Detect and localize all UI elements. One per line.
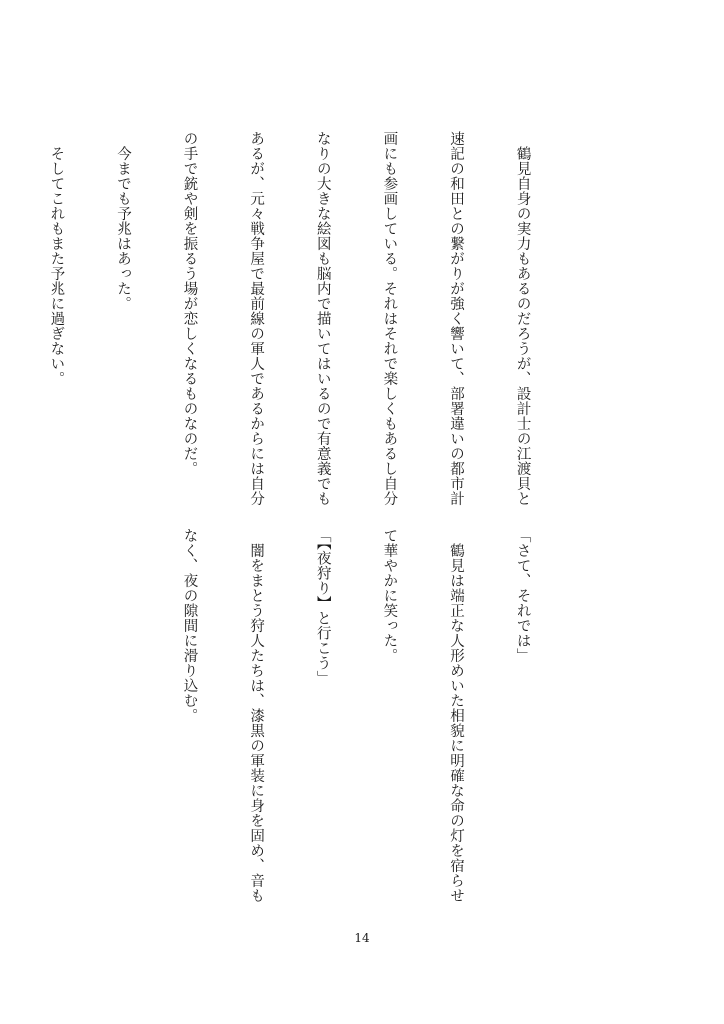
text-line: 速記の和田との繋がりが強く響いて、部署違いの都市計 — [447, 131, 464, 506]
text-line: 「さて、それでは」 — [514, 528, 531, 663]
text-line: 画にも参画している。それはそれで楽しくもあるし自分 — [381, 131, 398, 506]
text-line: 闇をまとう狩人たちは、漆黒の軍装に身を固め、音も — [248, 528, 265, 903]
text-line: 鶴見自身の実力もあるのだろうが、設計士の江渡貝と — [514, 131, 531, 506]
text-line: そしてこれもまた予兆に過ぎない。 — [48, 131, 65, 386]
page-number: 14 — [354, 931, 370, 945]
text-line — [0, 131, 1, 511]
text-line: なく、夜の隙間に滑り込む。 — [181, 528, 198, 723]
text-line: の手で銃や剣を振るう場が恋しくなるものなのだ。 — [181, 131, 198, 476]
text-line: あるが、元々戦争屋で最前線の軍人であるからには自分 — [248, 131, 265, 506]
upper-text-block — [0, 131, 578, 511]
text-line: 鶴見は端正な人形めいた相貌に明確な命の灯を宿らせ — [447, 528, 464, 903]
text-line: 今までも予兆はあった。 — [114, 131, 131, 311]
text-line: 「【夜狩り】と行こう」 — [314, 528, 331, 686]
lower-text-block — [134, 528, 578, 908]
text-line: て華やかに笑った。 — [381, 528, 398, 663]
text-line: なりの大きな絵図も脳内で描いてはいるので有意義でも — [314, 131, 331, 506]
